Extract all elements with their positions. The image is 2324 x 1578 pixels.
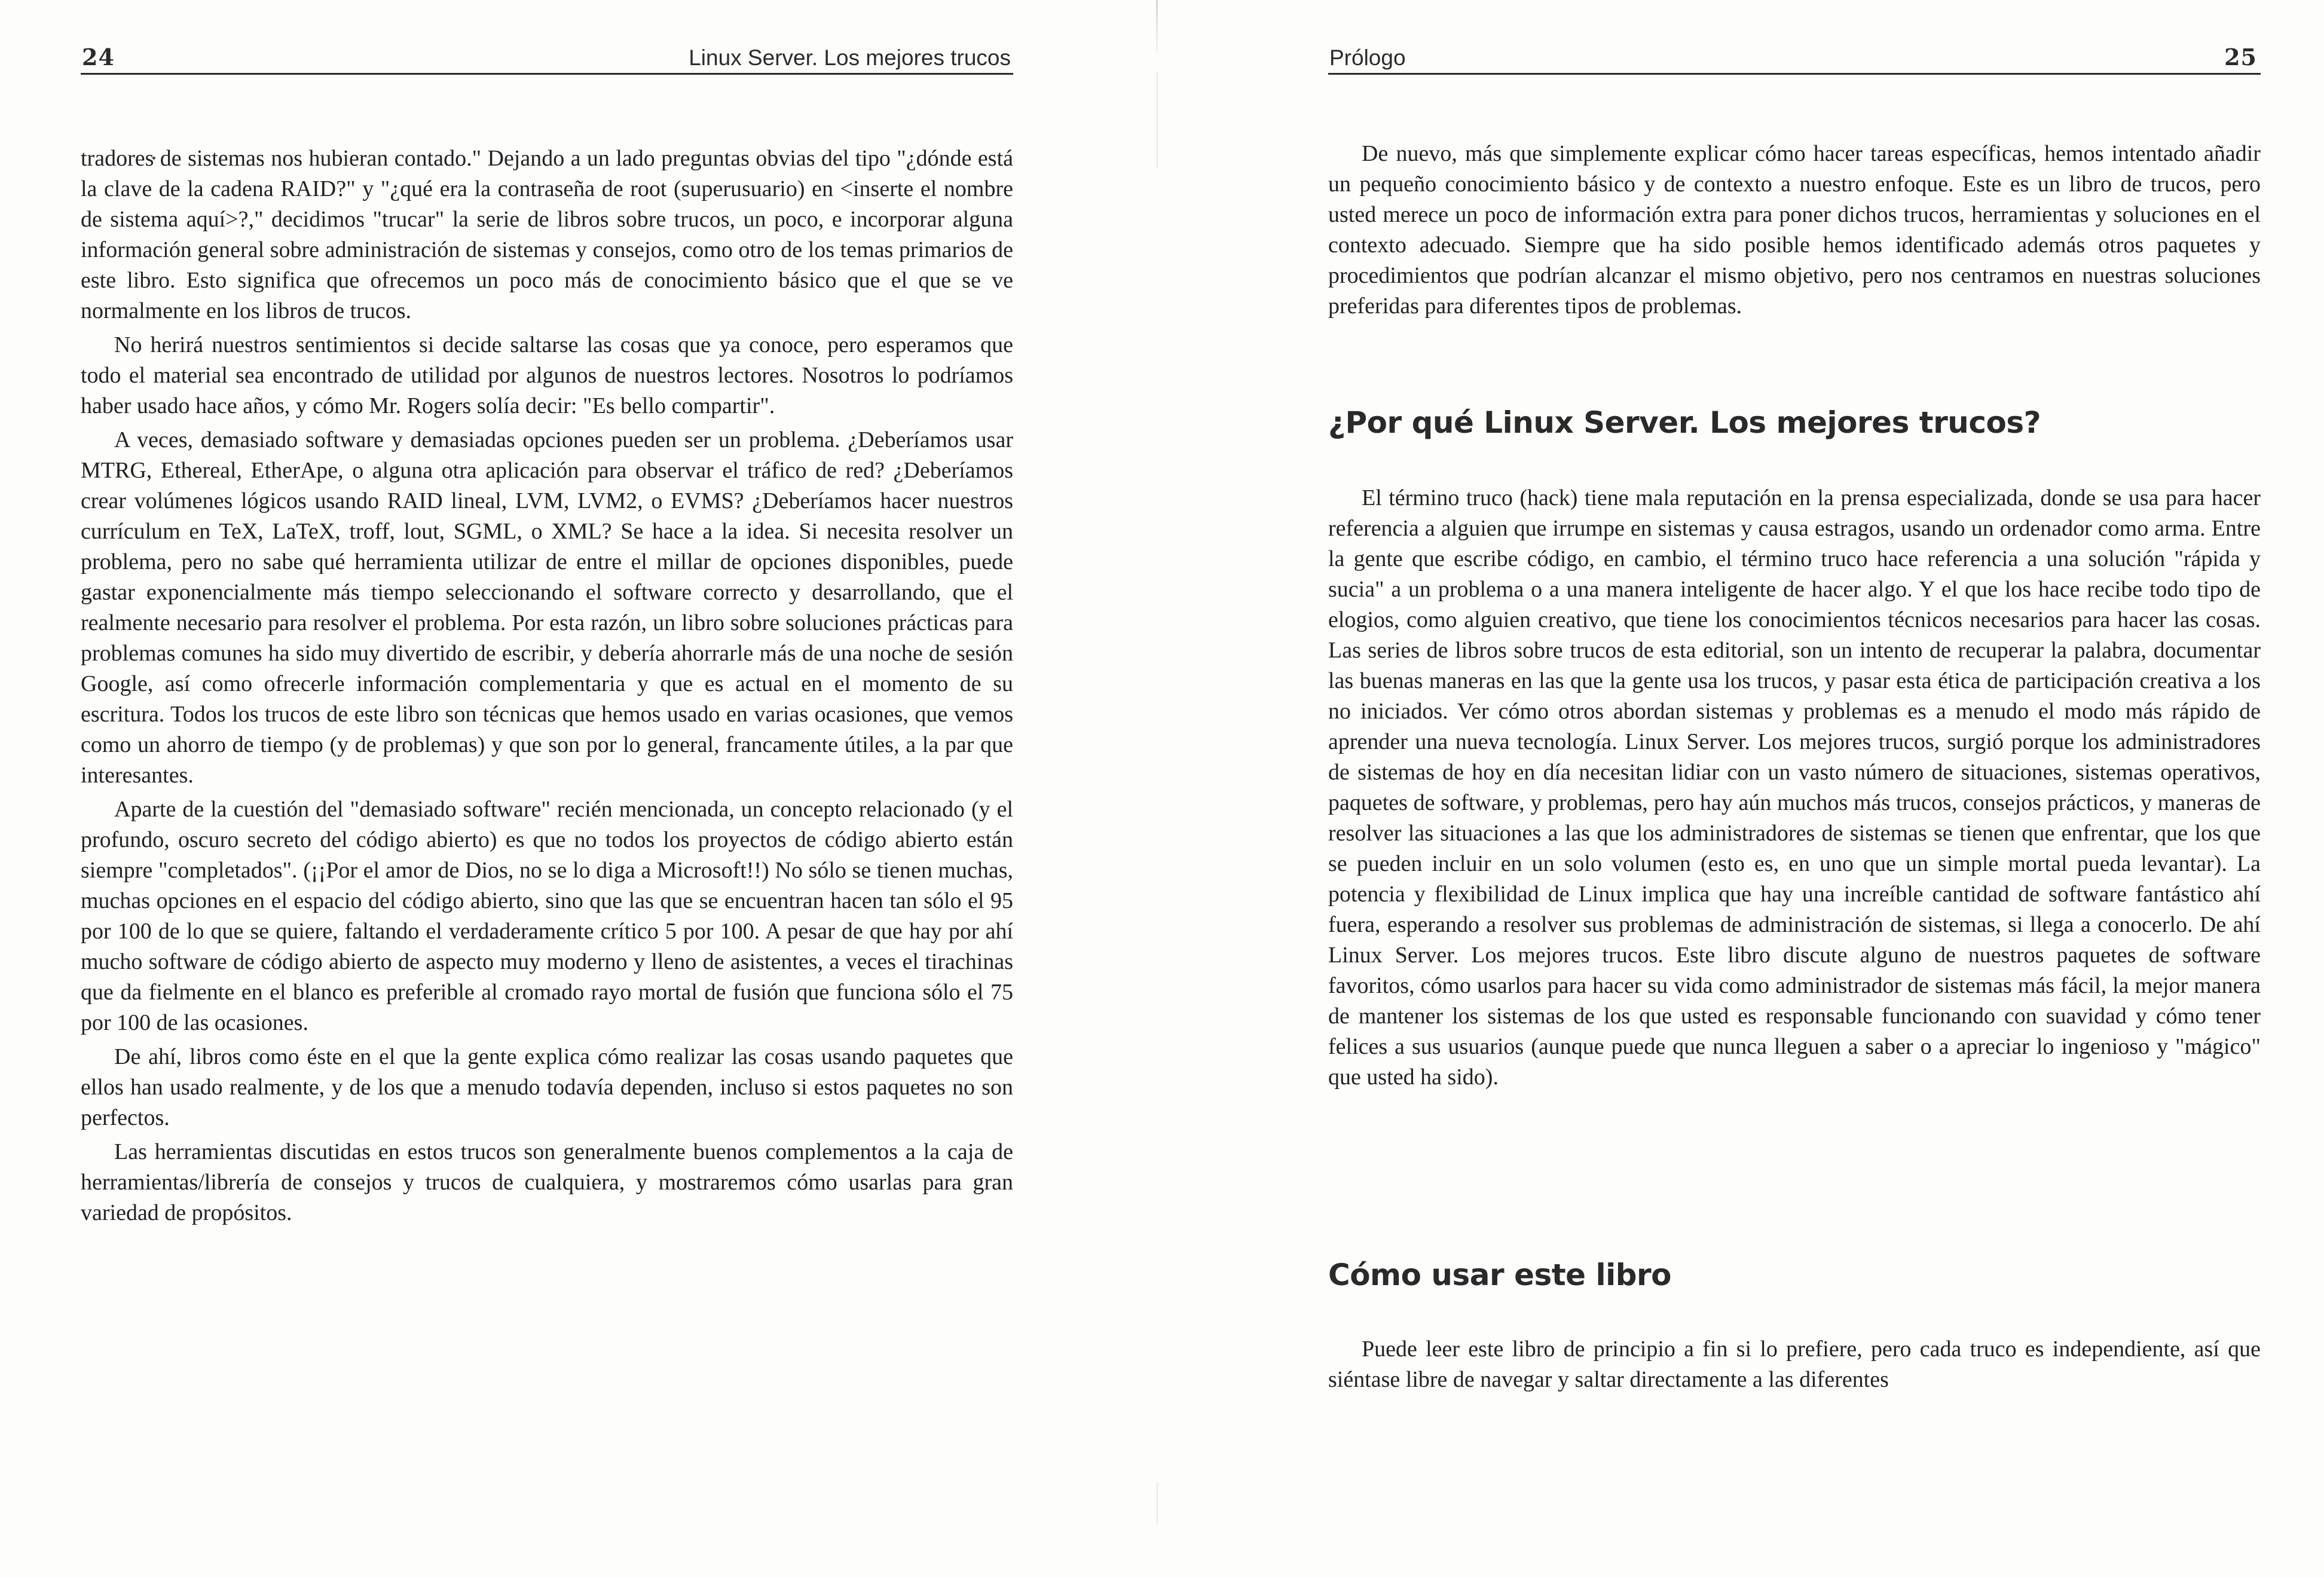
gutter-shadow xyxy=(1156,0,1158,54)
right-page-number: 25 xyxy=(2224,44,2257,71)
paragraph: El término truco (hack) tiene mala reputación en la prensa especializada, donde se usa para hacer referencia a alguien que irrumpe en sistemas y causa estragos, usando un ordenador como arma. Entre la gente que escribe código, en cambio, el término truco hace referencia a una solución "rápida y sucia" a un problema o a una manera inteligente de hacer algo. Y el que los hace recibe todo tipo de elogios, como alguien creativo, que tiene los conocimientos técnicos necesarios para hacer las cosas. Las series de libros sobre trucos de esta editorial, son un intento de recuperar la palabra, documentar las buenas maneras en las que la gente usa los trucos, y pasar esta ética de participación creativa a los no iniciados. Ver cómo otros abordan sistemas y problemas es a menudo el modo más rápido de aprender una nueva tecnología. Linux Server. Los mejores trucos, surgió porque los administradores de sistemas de hoy en día necesitan lidiar con un vasto número de situaciones, sistemas operativos, paquetes de software, y problemas, pero hay aún muchos más trucos, consejos prácticos, y maneras de resolver las situaciones a las que los administradores de sistemas se tienen que enfrentar, que los que se pueden incluir en un solo volumen (esto es, en uno que un simple mortal pueda levantar). La potencia y flexibilidad de Linux implica que hay una increíble cantidad de software fantástico ahí fuera, esperando a resolver sus problemas de administración de sistemas, si llega a conocerlo. De ahí Linux Server. Los mejores trucos. Este libro discute alguno de nuestros paquetes de software favoritos, cómo usarlos para hacer su vida como administrador de sistemas más fácil, la mejor manera de mantener los sistemas de los que usted es responsable funcionando con suavidad y cómo tener felices a sus usuarios (aunque puede que nunca lleguen a saber o a apreciar lo ingenioso y "mágico" que usted ha sido). xyxy=(1328,485,2261,1090)
paragraph: De nuevo, más que simplemente explicar cómo hacer tareas específicas, hemos intentado añadir un pequeño conocimiento básico y de contexto a nuestro enfoque. Este es un libro de trucos, pero usted merece un poco de información extra para poner dichos trucos, herramientas y soluciones en el contexto adecuado. Siempre que ha sido posible hemos identificado además otros paquetes y procedimientos que podrían alcanzar el mismo objetivo, pero nos centramos en nuestras soluciones preferidas para diferentes tipos de problemas. xyxy=(1328,141,2261,319)
right-page-header xyxy=(1328,35,2261,75)
left-running-head: Linux Server. Los mejores trucos xyxy=(689,45,1011,70)
right-running-head: Prólogo xyxy=(1329,45,1406,70)
left-page-header xyxy=(81,35,1013,75)
paragraph: A veces, demasiado software y demasiadas opciones pueden ser un problema. ¿Deberíamos usar MTRG, Ethereal, EtherApe, o alguna otra aplicación para observar el tráfico de red? ¿Deberíamos crear volúmenes lógicos usando RAID lineal, LVM, LVM2, o EVMS? ¿Deberíamos hacer nuestros currículum en TeX, LaTeX, troff, lout, SGML, o XML? Se hace a la idea. Si necesita resolver un problema, pero no sabe qué herramienta utilizar de entre el millar de opciones disponibles, puede gastar exponencialmente más tiempo seleccionando el software correcto y desarrollando, que el realmente necesario para resolver el problema. Por esta razón, un libro sobre soluciones prácticas para problemas comunes ha sido muy divertido de escribir, y debería ahorrarle más de una noche de sesión Google, así como ofrecerle información complementaria y que es actual en el momento de su escritura. Todos los trucos de este libro son técnicas que hemos usado en varias ocasiones, que vemos como un ahorro de tiempo (y de problemas) y que son por lo general, francamente útiles, a la par que interesantes. xyxy=(81,427,1013,788)
right-page xyxy=(1328,0,2261,1578)
section-how-to-use-text xyxy=(1328,1334,2261,1399)
paragraph: Las herramientas discutidas en estos trucos son generalmente buenos complementos a la caja de herramientas/librería de consejos y trucos de cualquiera, y mostraremos cómo usarlas para gran variedad de propósitos. xyxy=(81,1139,1013,1225)
left-page-body xyxy=(81,143,1013,1232)
section-heading-how-to-use: Cómo usar este libro xyxy=(1328,1258,1672,1292)
section-why-text xyxy=(1328,483,2261,1096)
paragraph: No herirá nuestros sentimientos si decide saltarse las cosas que ya conoce, pero esperamos que todo el material sea encontrado de utilidad por algunos de nuestros lectores. Nosotros lo podríamos haber usado hace años, y cómo Mr. Rogers solía decir: "Es bello compartir". xyxy=(81,332,1013,418)
paragraph: De ahí, libros como éste en el que la gente explica cómo realizar las cosas usando paquetes que ellos han usado realmente, y de los que a menudo todavía dependen, incluso si estos paquetes no son perfectos. xyxy=(81,1044,1013,1130)
book-gutter xyxy=(1154,0,1162,1578)
gutter-shadow xyxy=(1157,72,1158,167)
gutter-shadow xyxy=(1157,1482,1158,1524)
right-intro-text xyxy=(1328,139,2261,325)
paragraph: tradores de sistemas nos hubieran contado." Dejando a un lado preguntas obvias del tipo "¿dónde está la clave de la cadena RAID?" y "¿qué era la contraseña de root (superusuario) en <inserte el nombre de sistema aquí>?," decidimos "trucar" la serie de libros sobre trucos, un poco, e incorporar alguna información general sobre administración de sistemas y consejos, como otro de los temas primarios de este libro. Esto significa que ofrecemos un poco más de conocimiento básico que el que se ve normalmente en los libros de trucos. xyxy=(81,146,1013,323)
left-page xyxy=(81,0,1013,1578)
left-page-number: 24 xyxy=(82,44,115,71)
section-heading-why: ¿Por qué Linux Server. Los mejores trucos? xyxy=(1328,405,2041,440)
paragraph: Aparte de la cuestión del "demasiado software" recién mencionada, un concepto relacionado (y el profundo, oscuro secreto del código abierto) es que no todos los proyectos de código abierto están siempre "completados". (¡¡Por el amor de Dios, no se lo diga a Microsoft!!) No sólo se tienen muchas, muchas opciones en el espacio del código abierto, sino que las que se encuentran hacen tan sólo el 95 por 100 de lo que se quiere, faltando el verdaderamente crítico 5 por 100. A pesar de que hay por ahí mucho software de código abierto de aspecto muy moderno y lleno de asistentes, a veces el tirachinas que da fielmente en el blanco es preferible al cromado rayo mortal de fusión que funciona sólo el 75 por 100 de las ocasiones. xyxy=(81,797,1013,1035)
paragraph: Puede leer este libro de principio a fin si lo prefiere, pero cada truco es independiente, así que siéntase libre de navegar y saltar directamente a las diferentes xyxy=(1328,1337,2261,1392)
